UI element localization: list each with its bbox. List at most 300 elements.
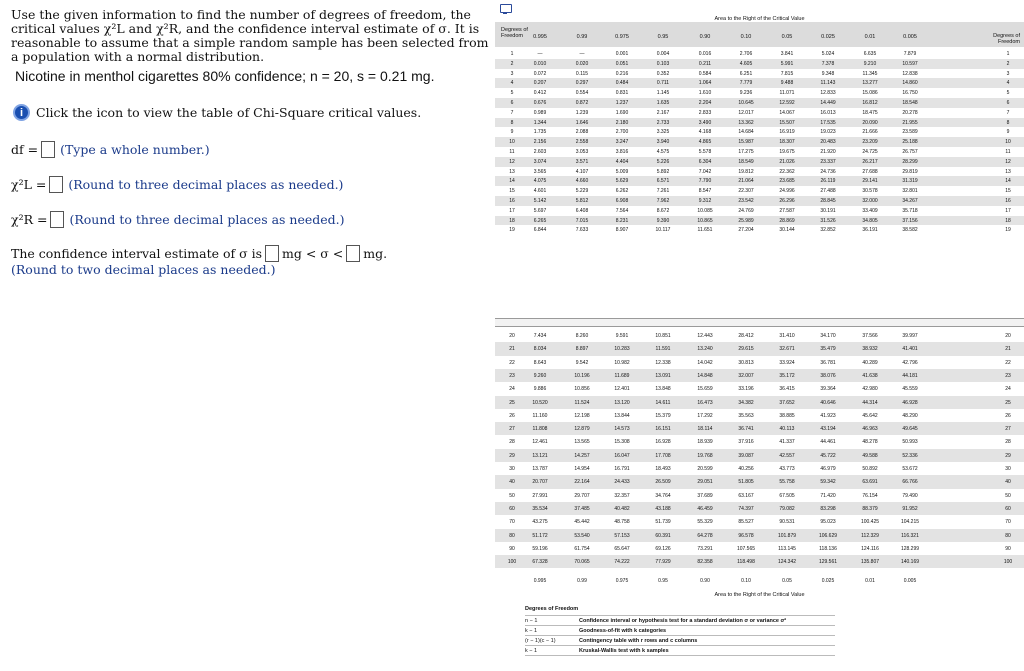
value-cell: 13.091 — [655, 372, 671, 379]
value-cell: 12.461 — [532, 439, 548, 446]
df-cell: 30 — [509, 466, 515, 472]
column-header: 0.975 — [615, 34, 629, 40]
value-cell: 118.136 — [819, 545, 837, 552]
value-cell: 7.779 — [739, 80, 753, 87]
value-cell: 8.907 — [615, 227, 629, 234]
value-cell: 13.844 — [614, 412, 630, 419]
value-cell: 135.807 — [860, 559, 880, 566]
confidence-interval — [11, 245, 387, 277]
legend-use: Goodness-of-fit with k categories — [579, 627, 667, 634]
value-cell: 19.768 — [697, 452, 713, 459]
value-cell: 13.120 — [614, 399, 630, 406]
value-cell: 28.869 — [779, 217, 795, 224]
value-cell: 4.660 — [575, 178, 589, 185]
df-cell-right: 18 — [1005, 217, 1011, 224]
table-row — [495, 59, 1024, 69]
value-cell: 10.856 — [574, 386, 590, 393]
value-cell: 12.592 — [779, 100, 795, 106]
value-cell: 27.688 — [862, 168, 878, 175]
value-cell: 49.645 — [902, 426, 918, 433]
df-cell: 22 — [509, 359, 515, 366]
value-cell: 20.278 — [902, 109, 918, 116]
value-cell: 48.758 — [614, 519, 630, 526]
value-cell: 59.342 — [820, 479, 836, 486]
value-cell: 10.117 — [655, 227, 671, 234]
value-cell: 51.172 — [532, 532, 548, 539]
value-cell: 25.188 — [902, 139, 918, 146]
value-cell: 10.520 — [532, 399, 548, 406]
value-cell: 118.498 — [737, 559, 755, 566]
value-cell: 16.473 — [697, 399, 713, 406]
value-cell: 3.247 — [615, 139, 629, 146]
value-cell: 25.989 — [738, 217, 754, 224]
value-cell: 51.739 — [655, 519, 671, 526]
value-cell: 0.872 — [575, 100, 589, 106]
value-cell: 10.085 — [697, 207, 713, 214]
value-cell: 23.685 — [779, 178, 795, 185]
df-cell: 1 — [510, 51, 514, 57]
value-cell: 34.170 — [820, 333, 836, 339]
table-row — [495, 502, 1024, 515]
value-cell: 39.087 — [738, 452, 754, 459]
value-cell: 3.816 — [615, 149, 629, 155]
value-cell: 11.160 — [532, 412, 548, 419]
value-cell: — — [579, 51, 585, 57]
df-cell-right: 2 — [1006, 60, 1010, 67]
value-cell: 19.023 — [820, 129, 836, 136]
value-cell: 7.564 — [615, 207, 629, 214]
df-cell-right: 10 — [1005, 139, 1011, 146]
value-cell: 29.615 — [738, 346, 754, 353]
value-cell: 5.892 — [656, 168, 670, 175]
value-cell: 38.582 — [902, 227, 918, 234]
value-cell: 46.979 — [820, 466, 836, 472]
value-cell: 48.290 — [902, 412, 918, 419]
column-header: 0.05 — [781, 34, 793, 40]
value-cell: 28.412 — [738, 333, 754, 339]
table-row — [495, 186, 1024, 196]
table-row — [495, 225, 1024, 235]
df-cell-right: 12 — [1005, 158, 1011, 165]
df-cell: 17 — [509, 207, 515, 214]
value-cell: 24.725 — [862, 149, 878, 155]
column-header: 0.005 — [903, 34, 917, 40]
value-cell: 15.308 — [614, 439, 630, 446]
ci-prefix: The confidence interval estimate of σ is — [11, 246, 263, 261]
value-cell: 34.267 — [902, 198, 918, 204]
value-cell: 0.711 — [656, 80, 670, 87]
value-cell: 38.932 — [862, 346, 878, 353]
value-cell: 3.053 — [575, 149, 589, 155]
value-cell: 104.215 — [900, 519, 920, 526]
value-cell: 11.808 — [532, 426, 548, 433]
df-cell-right: 16 — [1005, 198, 1011, 204]
value-cell: 13.121 — [532, 452, 548, 459]
value-cell: 2.204 — [698, 100, 712, 106]
value-cell: 0.016 — [698, 51, 712, 57]
value-cell: 35.534 — [532, 505, 548, 512]
value-cell: 3.490 — [698, 119, 712, 126]
df-cell-right: 30 — [1005, 466, 1011, 472]
df-cell: 29 — [509, 452, 515, 459]
df-cell-right: 28 — [1005, 439, 1011, 446]
df-cell-right: 60 — [1005, 505, 1011, 512]
value-cell: 113.145 — [778, 545, 796, 552]
value-cell: 0.103 — [656, 60, 670, 67]
value-cell: 2.603 — [533, 149, 547, 155]
value-cell: 23.209 — [862, 139, 878, 146]
value-cell: 17.275 — [738, 149, 754, 155]
df-cell: 18 — [509, 217, 515, 224]
value-cell: 1.239 — [575, 109, 589, 116]
question-panel — [0, 0, 490, 671]
value-cell: 61.754 — [574, 545, 590, 552]
table-row — [495, 137, 1024, 147]
df-cell-right: 7 — [1006, 109, 1010, 116]
given-information: Nicotine in menthol cigarettes 80% confidence; n = 20, s = 0.21 mg. — [15, 68, 435, 84]
value-cell: 36.415 — [779, 386, 795, 393]
value-cell: 20.599 — [697, 466, 713, 472]
df-cell-right: 24 — [1005, 386, 1011, 393]
value-cell: 2.088 — [575, 129, 589, 136]
value-cell: 26.119 — [820, 178, 836, 185]
value-cell: 0.115 — [575, 70, 589, 77]
value-cell: 24.736 — [820, 168, 836, 175]
table-row — [495, 78, 1024, 88]
value-cell: 4.605 — [739, 60, 753, 67]
value-cell: 0.211 — [698, 60, 712, 67]
value-cell: 50.993 — [902, 439, 918, 446]
df-label: df = — [11, 142, 39, 157]
value-cell: 18.307 — [779, 139, 795, 146]
value-cell: 2.733 — [656, 119, 670, 126]
value-cell: 76.154 — [862, 492, 878, 499]
legend-use: Kruskal-Wallis test with k samples — [579, 647, 669, 654]
value-cell: 13.848 — [655, 386, 671, 393]
value-cell: 41.638 — [862, 372, 878, 379]
value-cell: 0.484 — [615, 80, 629, 87]
legend-use: Contingency table with r rows and c columns — [579, 637, 698, 644]
value-cell: 128.299 — [900, 545, 920, 552]
value-cell: 0.297 — [575, 80, 589, 87]
value-cell: 14.848 — [697, 372, 713, 379]
value-cell: 5.629 — [615, 178, 629, 185]
value-cell: 42.796 — [902, 359, 918, 366]
value-cell: 31.526 — [820, 217, 836, 224]
value-cell: 44.181 — [902, 372, 918, 379]
value-cell: 14.611 — [655, 399, 671, 406]
value-cell: 32.852 — [820, 227, 836, 234]
value-cell: 7.962 — [656, 198, 670, 204]
column-header: 0.99 — [576, 34, 588, 40]
legend-use: Confidence interval or hypothesis test for a standard deviation σ or variance σ² — [579, 617, 787, 624]
value-cell: 39.364 — [820, 386, 836, 393]
value-cell: 10.851 — [655, 333, 671, 339]
df-cell: 4 — [510, 80, 514, 87]
value-cell: 12.443 — [697, 333, 713, 339]
value-cell: 8.897 — [575, 346, 589, 353]
value-cell: 59.196 — [532, 545, 548, 552]
value-cell: 13.277 — [862, 80, 878, 87]
table-break — [495, 318, 1024, 327]
table-row — [495, 462, 1024, 475]
ci-suffix: mg. — [363, 246, 388, 261]
column-header: 0.10 — [740, 34, 752, 40]
value-cell: 101.879 — [777, 532, 797, 539]
table-row — [495, 409, 1024, 422]
column-header: 0.995 — [533, 34, 547, 40]
value-cell: 49.588 — [862, 452, 878, 459]
df-cell-right: 29 — [1005, 452, 1011, 459]
df-cell: 21 — [509, 346, 515, 353]
value-cell: 63.691 — [862, 479, 878, 486]
value-cell: 91.952 — [902, 505, 918, 512]
table-row — [495, 555, 1024, 568]
value-cell: 34.805 — [862, 217, 878, 224]
table-link[interactable] — [13, 104, 421, 121]
value-cell: 26.757 — [902, 149, 918, 155]
value-cell: 5.697 — [533, 207, 547, 214]
df-cell: 90 — [509, 545, 515, 552]
table-row — [495, 435, 1024, 448]
value-cell: 19.812 — [738, 168, 754, 175]
value-cell: 7.261 — [656, 188, 670, 195]
value-cell: 32.357 — [614, 492, 630, 499]
value-cell: 19.675 — [779, 149, 795, 155]
value-cell: 16.919 — [779, 129, 795, 136]
value-cell: 18.548 — [902, 100, 918, 106]
df-cell-right: 1 — [1006, 51, 1010, 57]
legend-df: k − 1 — [525, 647, 538, 654]
value-cell: 71.420 — [820, 492, 836, 499]
table-row — [495, 382, 1024, 395]
table-row — [495, 515, 1024, 528]
value-cell: 26.296 — [779, 198, 795, 204]
value-cell: 66.766 — [902, 479, 918, 486]
value-cell: 1.690 — [615, 109, 629, 116]
value-cell: 43.194 — [820, 426, 836, 433]
df-cell: 100 — [507, 559, 517, 566]
value-cell: 30.144 — [779, 227, 795, 234]
table-row — [495, 529, 1024, 542]
df-cell-right: 90 — [1005, 545, 1011, 552]
value-cell: 24.433 — [614, 479, 630, 486]
value-cell: 10.196 — [574, 372, 590, 379]
value-cell: 16.047 — [614, 452, 630, 459]
value-cell: 21.026 — [779, 158, 795, 165]
value-cell: 15.987 — [738, 139, 754, 146]
value-cell: 55.758 — [779, 479, 795, 486]
value-cell: 11.524 — [574, 399, 590, 406]
df-cell: 13 — [509, 168, 515, 175]
value-cell: 17.708 — [655, 452, 671, 459]
df-cell: 40 — [509, 479, 515, 486]
value-cell: 7.790 — [698, 178, 712, 185]
value-cell: 46.928 — [902, 399, 918, 406]
legend-title: Degrees of Freedom — [525, 606, 579, 612]
value-cell: 37.566 — [862, 333, 878, 339]
value-cell: 18.939 — [697, 439, 713, 446]
value-cell: 27.488 — [820, 188, 836, 195]
value-cell: 33.409 — [862, 207, 878, 214]
value-cell: 0.676 — [533, 100, 547, 106]
value-cell: 35.172 — [779, 372, 795, 379]
column-footer: 0.975 — [615, 578, 629, 584]
table-row — [495, 342, 1024, 355]
value-cell: 35.718 — [902, 207, 918, 214]
value-cell: 24.769 — [738, 207, 754, 214]
value-cell: 7.378 — [821, 60, 835, 67]
value-cell: 30.578 — [862, 188, 878, 195]
table-row — [495, 69, 1024, 79]
df-cell-right: 23 — [1005, 372, 1011, 379]
ci-low-input[interactable] — [265, 245, 279, 262]
df-cell: 26 — [509, 412, 515, 419]
value-cell: 23.337 — [820, 158, 836, 165]
value-cell: 9.236 — [739, 90, 753, 97]
value-cell: 12.401 — [614, 386, 630, 393]
df-cell-right: 80 — [1005, 532, 1011, 539]
df-cell: 25 — [509, 399, 515, 406]
value-cell: 37.156 — [902, 217, 918, 224]
df-cell: 7 — [510, 109, 514, 116]
value-cell: 9.210 — [863, 60, 877, 67]
df-cell: 12 — [509, 158, 515, 165]
value-cell: 13.787 — [532, 466, 548, 472]
df-cell-right: 40 — [1005, 479, 1011, 486]
chi-left-input[interactable] — [49, 176, 63, 193]
value-cell: 9.886 — [533, 386, 547, 393]
df-cell-right: 21 — [1005, 346, 1011, 353]
value-cell: 14.860 — [902, 80, 918, 87]
value-cell: 69.126 — [655, 545, 671, 552]
value-cell: 0.207 — [533, 80, 547, 87]
value-cell: 36.191 — [862, 227, 878, 234]
df-cell-right: 11 — [1005, 149, 1011, 155]
table-title-bottom: Area to the Right of the Critical Value — [714, 592, 805, 598]
value-cell: 23.542 — [738, 198, 754, 204]
value-cell: 12.198 — [574, 412, 590, 419]
value-cell: 21.955 — [902, 119, 918, 126]
value-cell: 14.573 — [614, 426, 630, 433]
df-cell-right: 100 — [1003, 559, 1013, 566]
value-cell: 1.610 — [698, 90, 712, 97]
value-cell: 112.329 — [861, 532, 879, 539]
df-legend — [525, 606, 835, 656]
value-cell: 50.892 — [862, 466, 878, 472]
value-cell: 18.114 — [697, 426, 713, 433]
chi-right-input[interactable] — [50, 211, 64, 228]
value-cell: 4.601 — [533, 188, 547, 195]
value-cell: 46.963 — [862, 426, 878, 433]
value-cell: 31.319 — [902, 178, 918, 185]
value-cell: 51.805 — [738, 479, 754, 486]
value-cell: 4.865 — [698, 139, 712, 146]
value-cell: 26.509 — [655, 479, 671, 486]
value-cell: 65.647 — [614, 545, 630, 552]
value-cell: 40.646 — [820, 399, 836, 406]
info-icon[interactable]: i — [13, 104, 30, 121]
table-row — [495, 329, 1024, 342]
value-cell: 16.750 — [902, 90, 918, 97]
table-row — [495, 167, 1024, 177]
table-row — [495, 196, 1024, 206]
value-cell: 9.312 — [698, 198, 712, 204]
df-cell-right: 3 — [1006, 70, 1010, 77]
value-cell: 1.237 — [615, 100, 629, 106]
value-cell: 5.024 — [821, 51, 835, 57]
value-cell: 4.404 — [615, 158, 629, 165]
value-cell: 15.379 — [655, 412, 671, 419]
value-cell: 40.256 — [738, 466, 754, 472]
value-cell: 16.812 — [862, 100, 878, 106]
value-cell: 2.700 — [615, 129, 629, 136]
value-cell: 15.659 — [697, 386, 713, 393]
value-cell: 8.672 — [656, 207, 670, 214]
column-footer: 0.99 — [577, 578, 587, 584]
df-cell-right: 14 — [1005, 178, 1011, 185]
table-row — [495, 49, 1024, 59]
df-cell: 10 — [509, 139, 515, 146]
value-cell: 1.635 — [656, 100, 670, 106]
table-row — [495, 449, 1024, 462]
instructions: Use the given information to find the number of degrees of freedom, the critical values χ²L and χ²R, and the confidence interval estimate of σ. It is reasonable to assume that a simple random sample has been selected from a population with a normal distribution. — [11, 7, 489, 64]
chi-right-label: χ²R = — [11, 212, 48, 227]
value-cell: 14.067 — [779, 109, 795, 116]
value-cell: 37.916 — [738, 439, 754, 446]
df-input[interactable] — [41, 141, 55, 158]
table-row — [495, 489, 1024, 502]
value-cell: 29.141 — [862, 178, 878, 185]
value-cell: 5.812 — [575, 198, 589, 204]
value-cell: 10.982 — [614, 359, 630, 366]
value-cell: 42.980 — [862, 386, 878, 393]
value-cell: 35.479 — [820, 346, 836, 353]
df-cell-right: 70 — [1005, 519, 1011, 526]
value-cell: 12.833 — [820, 90, 836, 97]
value-cell: 5.578 — [698, 149, 712, 155]
value-cell: 2.156 — [533, 139, 547, 146]
window-icon[interactable] — [499, 4, 511, 14]
value-cell: 14.449 — [820, 100, 836, 106]
value-cell: 0.020 — [575, 60, 589, 67]
value-cell: 18.493 — [655, 466, 671, 472]
value-cell: 4.575 — [656, 149, 670, 155]
value-cell: 29.707 — [574, 492, 590, 499]
value-cell: 12.338 — [655, 359, 671, 366]
chi-left-hint: (Round to three decimal places as needed.) — [68, 177, 344, 192]
legend-row — [525, 636, 835, 646]
value-cell: 40.482 — [614, 505, 630, 512]
table-link-text: Click the icon to view the table of Chi-Square critical values. — [36, 105, 422, 120]
value-cell: 0.412 — [533, 90, 547, 97]
value-cell: 42.557 — [779, 452, 795, 459]
value-cell: 6.908 — [615, 198, 629, 204]
value-cell: 60.391 — [655, 532, 671, 539]
value-cell: 0.051 — [615, 60, 629, 67]
value-cell: 21.920 — [820, 149, 836, 155]
legend-row — [525, 626, 835, 636]
value-cell: 3.940 — [656, 139, 670, 146]
value-cell: 100.425 — [860, 519, 880, 526]
value-cell: 88.379 — [862, 505, 878, 512]
value-cell: 1.646 — [575, 119, 589, 126]
ci-high-input[interactable] — [346, 245, 360, 262]
column-header: 0.90 — [699, 34, 711, 40]
table-row — [495, 147, 1024, 157]
df-cell: 20 — [509, 333, 515, 339]
value-cell: 8.231 — [615, 217, 629, 224]
